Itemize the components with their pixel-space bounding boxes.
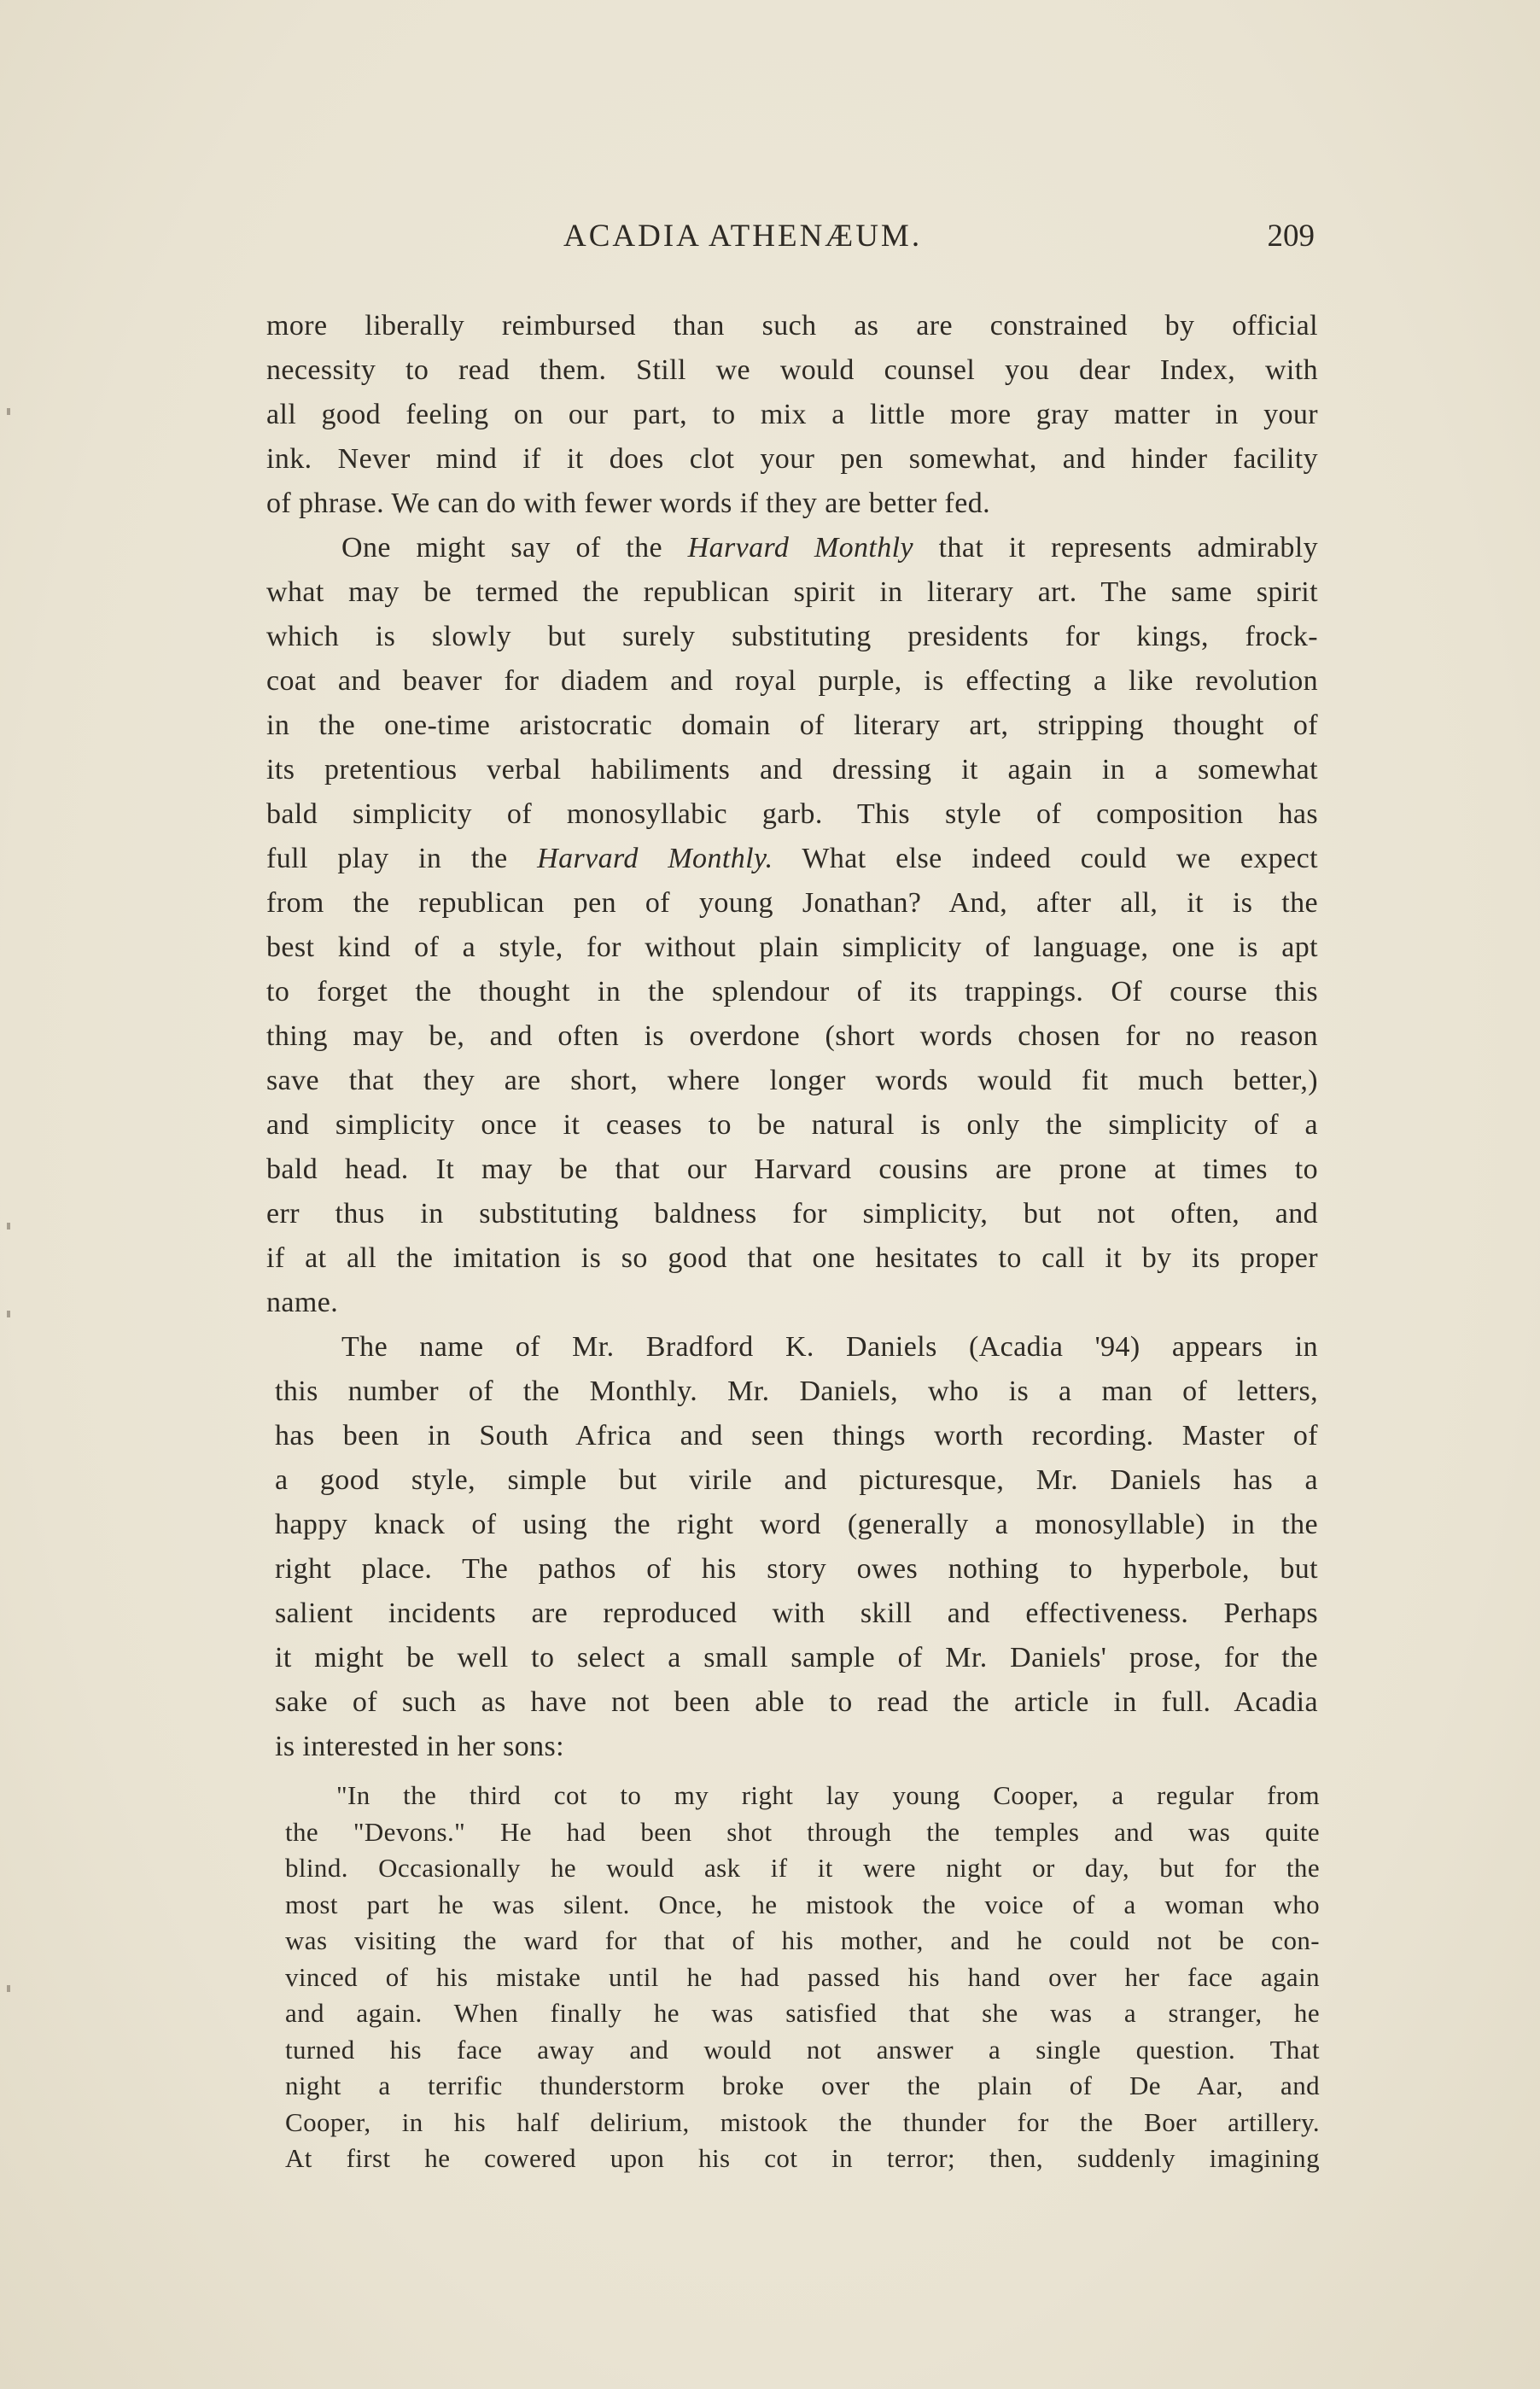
text-line: necessity to read them. Still we would counsel you dear Index, with — [266, 354, 1318, 386]
text-line: if at all the imitation is so good that one hesitates to call it by its proper — [266, 1242, 1318, 1274]
margin-speck — [7, 1223, 10, 1230]
text-fragment: full play in the — [266, 843, 538, 874]
running-title: ACADIA ATHENÆUM. — [563, 219, 923, 254]
text-line: happy knack of using the right word (generally a monosyllable) in the — [275, 1509, 1318, 1540]
text-line: bald head. It may be that our Harvard cousins are prone at times to — [266, 1154, 1318, 1185]
margin-speck — [7, 1311, 10, 1317]
text-fragment: What else indeed could we expect — [773, 843, 1318, 874]
margin-speck — [7, 408, 10, 415]
text-line: save that they are short, where longer words would fit much better,) — [266, 1065, 1318, 1096]
text-line — [266, 837, 1318, 881]
text-line: of phrase. We can do with fewer words if they are better fed. — [266, 488, 991, 519]
text-fragment: that it represents admirably — [913, 532, 1318, 564]
text-line: thing may be, and often is overdone (short words chosen for no reason — [266, 1020, 1318, 1052]
text-line: what may be termed the republican spirit in literary art. The same spirit — [266, 576, 1318, 608]
page-number: 209 — [1267, 219, 1315, 254]
text-line — [266, 526, 1318, 570]
text-line: has been in South Africa and seen things worth recording. Master of — [275, 1420, 1318, 1452]
quote-line: vinced of his mistake until he had passed his hand over her face again — [285, 1961, 1320, 1992]
text-line: coat and beaver for diadem and royal purple, is effecting a like revolution — [266, 665, 1318, 697]
text-line: its pretentious verbal habiliments and dressing it again in a somewhat — [266, 754, 1318, 786]
quote-line: "In the third cot to my right lay young Cooper, a regular from — [336, 1780, 1320, 1810]
block-quote — [285, 1778, 1320, 2177]
quote-line: and again. When finally he was satisfied that she was a stranger, he — [285, 1998, 1320, 2028]
text-line: bald simplicity of monosyllabic garb. This style of composition has — [266, 798, 1318, 830]
text-line: this number of the Monthly. Mr. Daniels, who is a man of letters, — [275, 1376, 1318, 1407]
paragraph — [266, 526, 1318, 1325]
margin-speck — [7, 1985, 10, 1992]
quote-line: blind. Occasionally he would ask if it were night or day, but for the — [285, 1853, 1320, 1883]
text-line: from the republican pen of young Jonathan? And, after all, it is the — [266, 887, 1318, 919]
text-line: right place. The pathos of his story owes nothing to hyperbole, but — [275, 1553, 1318, 1585]
quote-line: was visiting the ward for that of his mother, and he could not be con- — [285, 1925, 1320, 1955]
text-line: sake of such as have not been able to read the article in full. Acadia — [275, 1686, 1318, 1718]
text-line: all good feeling on our part, to mix a little more gray matter in your — [266, 399, 1318, 430]
page-header — [265, 218, 1315, 260]
paragraph — [275, 1325, 1318, 1769]
text-line: The name of Mr. Bradford K. Daniels (Acadia '94) appears in — [341, 1331, 1318, 1363]
text-line: and simplicity once it ceases to be natural is only the simplicity of a — [266, 1109, 1318, 1141]
text-fragment: One might say of the — [341, 532, 688, 564]
text-line: name. — [266, 1287, 339, 1318]
text-line: salient incidents are reproduced with skill and effectiveness. Perhaps — [275, 1598, 1318, 1629]
text-line: to forget the thought in the splendour of its trappings. Of course this — [266, 976, 1318, 1008]
quote-line: most part he was silent. Once, he mistook the voice of a woman who — [285, 1889, 1320, 1919]
body-text — [266, 304, 1318, 2177]
quote-line: the "Devons." He had been shot through the temples and was quite — [285, 1816, 1320, 1847]
text-line: ink. Never mind if it does clot your pen somewhat, and hinder facility — [266, 443, 1318, 475]
paragraph — [266, 304, 1318, 526]
text-line: a good style, simple but virile and picturesque, Mr. Daniels has a — [275, 1464, 1318, 1496]
text-line: is interested in her sons: — [275, 1731, 565, 1762]
text-line: more liberally reimbursed than such as are constrained by official — [266, 310, 1318, 342]
quote-line: Cooper, in his half delirium, mistook the thunder for the Boer artillery. — [285, 2106, 1320, 2137]
quote-line: night a terrific thunderstorm broke over the plain of De Aar, and — [285, 2071, 1320, 2100]
text-line: err thus in substituting baldness for simplicity, but not often, and — [266, 1198, 1318, 1230]
quote-line: At first he cowered upon his cot in terror; then, suddenly imagining — [285, 2143, 1320, 2173]
text-line: which is slowly but surely substituting presidents for kings, frock- — [266, 621, 1318, 652]
journal-title: Harvard Monthly. — [537, 843, 773, 874]
quote-line: turned his face away and would not answer a single question. That — [285, 2034, 1320, 2065]
text-line: best kind of a style, for without plain simplicity of language, one is apt — [266, 932, 1318, 963]
text-line: in the one-time aristocratic domain of literary art, stripping thought of — [266, 710, 1318, 741]
text-line: it might be well to select a small sample of Mr. Daniels' prose, for the — [275, 1642, 1318, 1673]
journal-title: Harvard Monthly — [687, 532, 913, 564]
